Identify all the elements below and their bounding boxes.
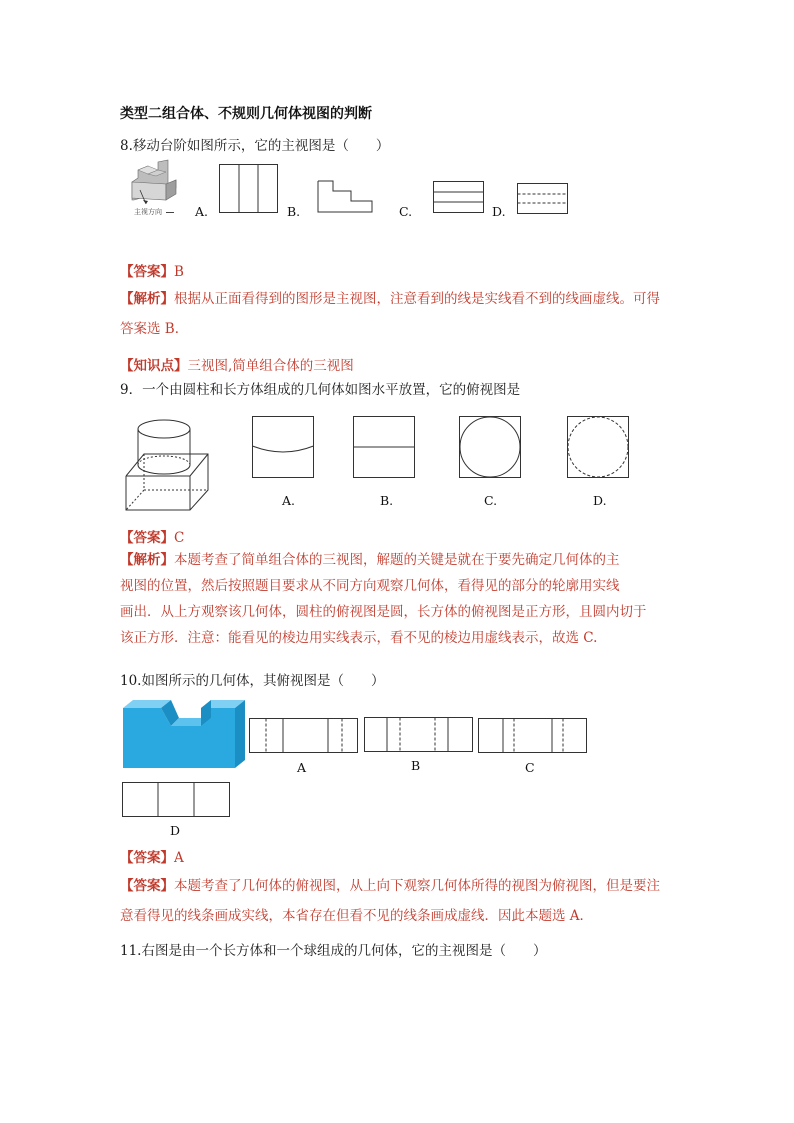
q10-option-a-label[interactable]: A [297,760,307,775]
q9-option-b-label[interactable]: B. [380,493,394,508]
q10-notched-block-figure [123,700,247,772]
q10-analysis-tag: 【答案】 [120,878,174,894]
q8-caption-line [166,212,174,213]
q9-option-d-figure [567,416,631,480]
q10-answer [120,846,184,866]
q10-analysis-line2: 意看得见的线条画成实线，本省存在但看不见的线条画成虚线．因此本题选 A． [120,908,594,924]
q8-analysis-line1: 根据从正面看得到的图形是主视图，注意看到的线是实线看不到的线画虚线。可得 [174,291,660,307]
question-8: 8.移动台阶如图所示，它的主视图是（ ） [120,138,390,154]
q9-analysis-line4: 该正方形．注意：能看见的棱边用实线表示，看不见的棱边用虚线表示，故选 C. [120,630,598,646]
q10-analysis-line1: 本题考查了几何体的俯视图，从上向下观察几何体所得的视图为俯视图，但是要注 [174,878,660,894]
q8-analysis-line2: 答案选 B． [120,321,189,337]
q9-analysis-line3: 画出．从上方观察该几何体，圆柱的俯视图是圆，长方体的俯视图是正方形，且圆内切于 [120,604,647,620]
q8-knowledge [120,354,354,374]
q9-answer-tag: 【答案】 [120,530,174,546]
q10-option-c-label[interactable]: C [525,760,535,775]
q9-option-a-figure [252,416,316,480]
q8-analysis-tag: 【解析】 [120,291,174,307]
q10-option-d-label[interactable]: D [170,823,181,838]
q8-option-b-label[interactable]: B. [287,204,301,219]
q9-answer [120,526,184,546]
q8-option-d-figure [517,183,569,217]
q8-option-c-figure [433,181,485,215]
q10-option-a-figure [249,718,359,754]
q8-analysis [120,284,680,344]
q10-option-b-figure [364,717,474,753]
q8-knowledge-tag: 【知识点】 [120,358,188,374]
q10-option-d-figure [122,782,232,818]
q9-option-a-label[interactable]: A. [282,493,296,508]
q9-option-c-label[interactable]: C. [484,493,498,508]
q8-option-d-label[interactable]: D. [492,204,506,219]
q10-option-c-figure [478,718,588,754]
question-9: 9．一个由圆柱和长方体组成的几何体如图水平放置，它的俯视图是 [120,382,521,398]
q9-option-b-figure [353,416,417,480]
q8-option-a-label[interactable]: A. [195,204,209,219]
q10-analysis [120,871,680,931]
q9-answer-value: C [174,530,185,546]
q8-option-c-label[interactable]: C. [399,204,413,219]
q8-option-a-figure [219,164,279,214]
q10-option-b-label[interactable]: B [411,758,421,773]
q9-cylinder-box-figure [124,418,214,512]
q8-answer-value: B [174,264,184,280]
q9-analysis-tag: 【解析】 [120,552,174,568]
question-10: 10.如图所示的几何体，其俯视图是（ ） [120,673,385,689]
q8-knowledge-value: 三视图,简单组合体的三视图 [187,358,354,374]
question-11: 11.右图是由一个长方体和一个球组成的几何体，它的主视图是（ ） [120,943,547,959]
section-title: 类型二组合体、不规则几何体视图的判断 [120,106,372,122]
q8-view-direction-caption: 主视方向 [134,208,162,216]
q9-analysis [120,547,680,651]
q8-answer-tag: 【答案】 [120,264,174,280]
q8-option-b-figure [317,180,375,214]
q10-answer-value: A [174,850,184,866]
q10-answer-tag: 【答案】 [120,850,174,866]
q9-option-d-label[interactable]: D. [593,493,607,508]
q8-answer [120,260,184,280]
q9-option-c-figure [459,416,523,480]
q9-analysis-line2: 视图的位置，然后按照题目要求从不同方向观察几何体，看得见的部分的轮廓用实线 [120,578,620,594]
q9-analysis-line1: 本题考查了简单组合体的三视图，解题的关键是就在于要先确定几何体的主 [174,552,620,568]
